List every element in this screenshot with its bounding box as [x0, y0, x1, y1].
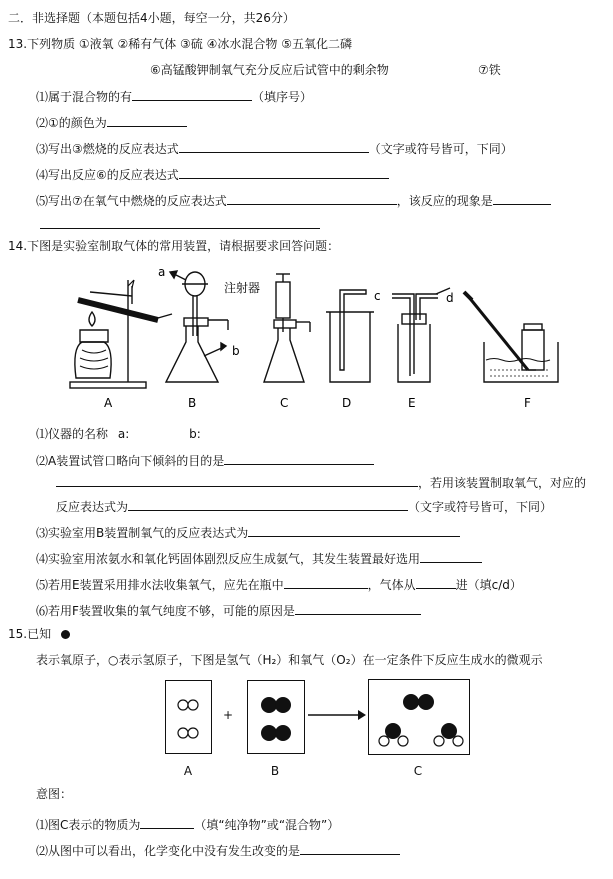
- apparatus-b: [166, 271, 228, 382]
- q14-part5-text: ⑸若用E装置采用排水法收集氧气，应先在瓶中: [36, 578, 284, 592]
- answer-blank[interactable]: [493, 192, 551, 205]
- q14-part2-text: ⑵A装置试管口略向下倾斜的目的是: [36, 454, 225, 468]
- q13-part5: [36, 192, 551, 209]
- diagram-label-c: C: [413, 764, 423, 778]
- q13-part1-text: ⑴属于混合物的有: [36, 90, 133, 104]
- q13-stem-line1: 13.下列物质 ①液氧 ②稀有气体 ③硫 ④冰水混合物 ⑤五氧化二磷: [8, 37, 352, 51]
- apparatus-d: [326, 290, 374, 382]
- answer-blank[interactable]: [179, 166, 389, 179]
- q14-part1: [36, 426, 201, 442]
- plus-sign: +: [222, 708, 234, 722]
- apparatus-e: [392, 288, 450, 382]
- section-title: 二．非选择题（本题包括4小题，每空一分，共26分）: [8, 11, 295, 25]
- q13-stem-line2: ⑥高锰酸钾制氧气充分反应后试管中的剩余物: [150, 63, 389, 77]
- q14-part1-b: b:: [189, 427, 201, 441]
- q14-part5-text3: 进（填c/d）: [455, 578, 522, 592]
- q14-part2-text2: ，若用该装置制取氧气，对应的: [418, 476, 587, 490]
- answer-blank[interactable]: [128, 498, 408, 511]
- q13-part5-text: ⑸写出⑦在氧气中燃烧的反应表达式: [36, 194, 227, 208]
- answer-blank[interactable]: [140, 816, 194, 829]
- answer-blank[interactable]: [416, 576, 456, 589]
- q14-part1-a: a:: [117, 427, 130, 441]
- answer-blank[interactable]: [300, 842, 400, 855]
- q13-part2: [36, 114, 187, 131]
- apparatus-c: [264, 274, 310, 382]
- q13-part4-text: ⑷写出反应⑥的反应表达式: [36, 168, 179, 182]
- q13-part5-text2: ，该反应的现象是: [396, 194, 493, 208]
- q14-part2: [36, 452, 374, 469]
- q15-stem-text: 15.已知: [8, 627, 52, 641]
- answer-blank[interactable]: [132, 88, 252, 101]
- apparatus-a: [70, 280, 172, 388]
- label-b: b: [232, 344, 240, 358]
- apparatus-figure: [0, 260, 613, 420]
- apparatus-label-e: E: [408, 396, 416, 410]
- q14-part5-text2: ，气体从: [367, 578, 416, 592]
- diagram-box-c: [368, 679, 470, 755]
- diagram-box-b: [247, 680, 305, 754]
- q15-part1-text: ⑴图C表示的物质为: [36, 818, 141, 832]
- apparatus-label-c: C: [280, 396, 289, 410]
- q15-part1-note: （填“纯净物”或“混合物”）: [194, 818, 340, 832]
- apparatus-label-f: F: [524, 396, 531, 410]
- apparatus-label-b: B: [188, 396, 197, 410]
- q13-part3: [36, 140, 513, 157]
- answer-blank[interactable]: [224, 452, 374, 465]
- diagram-label-b: B: [270, 764, 280, 778]
- answer-blank[interactable]: [248, 524, 460, 537]
- answer-blank[interactable]: [56, 474, 418, 487]
- oxygen-molecules: [248, 681, 304, 753]
- q14-part5: [36, 576, 522, 593]
- q15-part2-text: ⑵从图中可以看出，化学变化中没有发生改变的是: [36, 844, 301, 858]
- q15-stem-line1: [8, 626, 70, 642]
- diagram-box-a: [165, 680, 212, 754]
- answer-blank[interactable]: [40, 228, 320, 229]
- answer-blank[interactable]: [227, 192, 397, 205]
- arrow-right-icon: [306, 708, 366, 722]
- apparatus-label-a: A: [104, 396, 113, 410]
- oxygen-atom-icon: [61, 630, 70, 639]
- q14-part2-text3: 反应表达式为: [56, 500, 129, 514]
- q14-part3-text: ⑶实验室用B装置制氧气的反应表达式为: [36, 526, 249, 540]
- label-syringe: 注射器: [224, 281, 261, 295]
- answer-blank[interactable]: [420, 550, 482, 563]
- q14-part6-text: ⑹若用F装置收集的氧气纯度不够，可能的原因是: [36, 604, 295, 618]
- q13-part1: [36, 88, 312, 105]
- q15-part1: [36, 816, 339, 833]
- q14-part1-text: ⑴仪器的名称: [36, 427, 109, 441]
- q13-part3-text: ⑶写出③燃烧的反应表达式: [36, 142, 179, 156]
- label-d: d: [446, 291, 454, 305]
- q15-part2: [36, 842, 400, 859]
- label-c: c: [374, 289, 381, 303]
- q14-part4: [36, 550, 482, 567]
- q13-part3-note: （文字或符号皆可，下同）: [368, 142, 513, 156]
- q13-stem-item7: ⑦铁: [478, 63, 501, 77]
- q15-stem-line2: 表示氧原子，○表示氢原子，下图是氢气（H₂）和氧气（O₂）在一定条件下反应生成水的微观示: [36, 653, 543, 667]
- q13-part4: [36, 166, 389, 183]
- apparatus-f: [464, 292, 558, 382]
- q14-part3: [36, 524, 460, 541]
- answer-blank[interactable]: [179, 140, 369, 153]
- answer-blank[interactable]: [295, 602, 421, 615]
- label-a: a: [158, 265, 166, 279]
- answer-blank[interactable]: [107, 114, 187, 127]
- q14-part6: [36, 602, 421, 619]
- q14-part2-note: （文字或符号皆可，下同）: [408, 500, 553, 514]
- q13-part2-text: ⑵①的颜色为: [36, 116, 107, 130]
- q14-part4-text: ⑷实验室用浓氨水和氧化钙固体剧烈反应生成氨气，其发生装置最好选用: [36, 552, 421, 566]
- hydrogen-molecules: [166, 681, 211, 753]
- q13-part1-note: （填序号）: [252, 90, 313, 104]
- product-molecules: [369, 680, 469, 754]
- answer-blank[interactable]: [284, 576, 368, 589]
- apparatus-label-d: D: [342, 396, 352, 410]
- q14-part2-line2: [56, 474, 586, 491]
- q14-stem: 14.下图是实验室制取气体的常用装置，请根据要求回答问题：: [8, 239, 340, 253]
- diagram-label-a: A: [183, 764, 193, 778]
- q15-stem-line3: 意图：: [36, 787, 73, 801]
- q14-part2-line3: [56, 498, 552, 515]
